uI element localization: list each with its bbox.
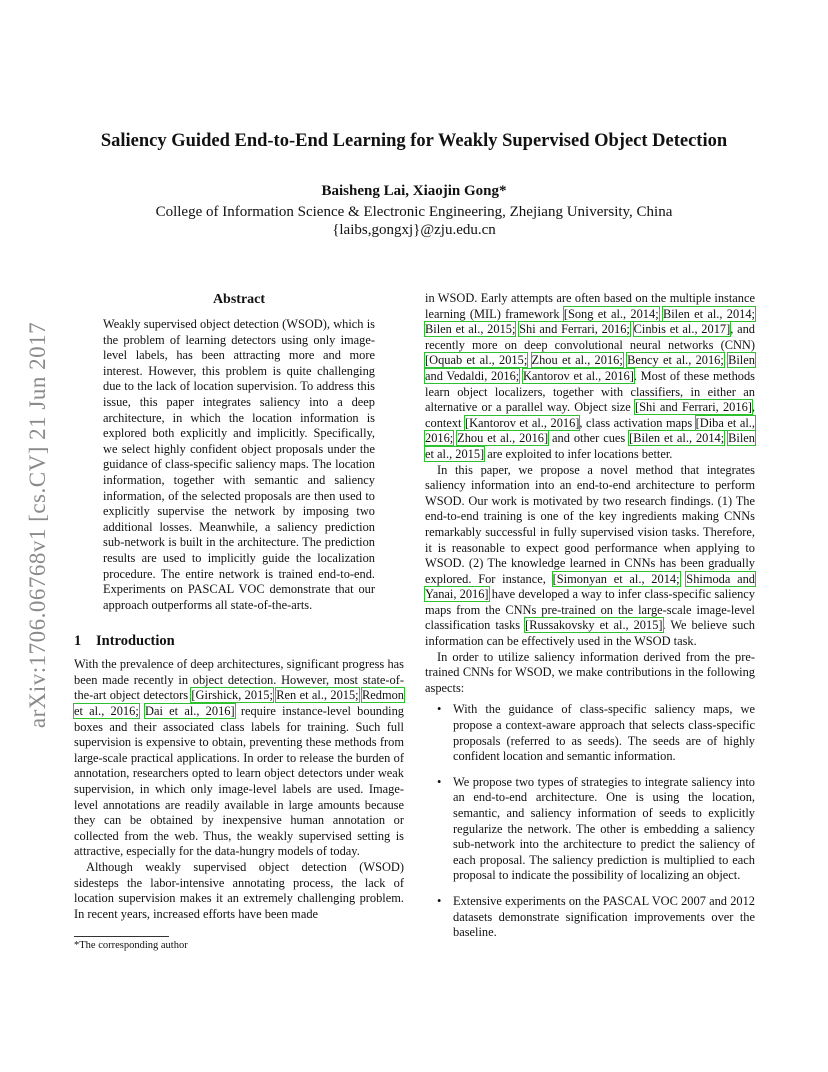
- citation-link[interactable]: Zhou et al., 2016]: [457, 431, 549, 446]
- intro-paragraph-3: in WSOD. Early attempts are often based on the multiple instance learning (MIL) framework [Song et al., 2014; Bilen et al., 2014; Bilen et al., 2015; Shi and Ferrari, 2016; Cinbis et al., 2017], and recently more on deep convolutional neural networks (CNN) [Oquab et al., 2015; Zhou et al., 2016; Bency et al., 2016; Bilen and Vedaldi, 2016; Kantorov et al., 2016]. Most of these methods learn object localizers, together with classifiers, in either an alternative or a parallel way. Object size [Shi and Ferrari, 2016], context [Kantorov et al., 2016], class activation maps [Diba et al., 2016; Zhou et al., 2016] and other cues [Bilen et al., 2014; Bilen et al., 2015] are exploited to infer locations better.: [425, 291, 755, 461]
- bullet-icon: •: [437, 893, 442, 908]
- list-item: • Extensive experiments on the PASCAL VOC 2007 and 2012 datasets demonstrate signification improvements over the baseline.: [437, 893, 755, 940]
- section-number: 1: [74, 633, 82, 650]
- section-title: Introduction: [96, 633, 175, 650]
- list-item: • We propose two types of strategies to integrate saliency into an end-to-end architecture. One is using the location, semantic, and saliency information of seeds to explicitly regularize the network. The other is embedding a saliency sub-network into the architecture to predict the saliency of each proposal. The saliency prediction is multiplied to each proposal to indicate the possibility of localizing an object.: [437, 774, 755, 883]
- citation-link[interactable]: Bency et al., 2016;: [627, 353, 724, 368]
- contributions-list: [425, 702, 755, 940]
- section-heading-introduction: [74, 631, 404, 651]
- intro-paragraph-2: Although weakly supervised object detection (WSOD) sidesteps the labor-intensive annotating process, the lack of location supervision makes it an extremely challenging problem. In recent years, increased efforts have been made: [74, 860, 404, 921]
- citation-link[interactable]: [Oquab et al., 2015;: [425, 353, 528, 368]
- citation-link[interactable]: [Shi and Ferrari, 2016]: [634, 400, 752, 415]
- citation-link[interactable]: [Kantorov et al., 2016]: [464, 415, 580, 430]
- citation-link[interactable]: Kantorov et al., 2016]: [522, 368, 634, 383]
- citation-link[interactable]: Cinbis et al., 2017]: [633, 322, 731, 337]
- abstract-body: Weakly supervised object detection (WSOD), which is the problem of learning detectors using only image-level labels, has been attracting more and more interest. However, this problem is quite challenging due to the lack of location supervision. To address this issue, this paper integrates saliency into a deep architecture, in which the location information is explored both explicitly and implicitly. Specifically, we select highly confident object proposals under the guidance of class-specific saliency maps. The location information, together with semantic and saliency information, of the selected proposals are then used to explicitly supervise the network by imposing two additional losses. Meanwhile, a saliency prediction sub-network is built in the architecture. The prediction results are used to implicitly guide the localization procedure. The entire network is trained end-to-end. Experiments on PASCAL VOC demonstrate that our approach outperforms all state-of-the-arts.: [103, 317, 375, 612]
- paper-title: Saliency Guided End-to-End Learning for Weakly Supervised Object Detection: [100, 131, 728, 151]
- citation-link[interactable]: Bilen et al., 2015]: [425, 431, 755, 461]
- citation-link[interactable]: [Simonyan et al., 2014;: [552, 571, 680, 586]
- citation-link[interactable]: [Bilen et al., 2014;: [629, 431, 725, 446]
- right-column: [425, 291, 755, 951]
- citation-link[interactable]: Shi and Ferrari, 2016;: [519, 322, 630, 337]
- paper-authors: Baisheng Lai, Xiaojin Gong*: [321, 183, 507, 199]
- paper-affiliation: College of Information Science & Electronic Engineering, Zhejiang University, China: [155, 204, 673, 220]
- citation-link[interactable]: [Russakovsky et al., 2015]: [525, 618, 663, 633]
- citation-link[interactable]: Zhou et al., 2016;: [531, 353, 623, 368]
- citation-link[interactable]: Bilen and Vedaldi, 2016;: [425, 353, 755, 383]
- footnote-divider: [74, 936, 169, 937]
- left-column: [74, 290, 404, 922]
- citation-link[interactable]: Dai et al., 2016]: [145, 704, 235, 719]
- citation-link[interactable]: Bilen et al., 2014;: [662, 306, 755, 321]
- bullet-icon: •: [437, 702, 442, 717]
- arxiv-identifier-text: arXiv:1706.06768v1 [cs.CV] 21 Jun 2017: [25, 321, 51, 729]
- intro-paragraph-1: With the prevalence of deep architectures, significant progress has been made recently in object detection. However, most state-of-the-art object detectors [Girshick, 2015; Ren et al., 2015; Redmon et al., 2016; Dai et al., 2016] require instance-level bounding boxes and their associated class labels for training. Such full supervision is expensive to obtain, preventing these methods from large-scale practical applications. In order to release the burden of annotation, researchers opted to learn object detectors under weak supervision, in which only image-level labels are used. Image-level annotations are readily available in large amounts because they can be obtained by inexpensive human annotation or collected from the web. Thus, the weakly supervised setting is attractive, especially for the data-hungry models of today.: [74, 657, 405, 859]
- abstract-heading: Abstract: [212, 292, 266, 307]
- citation-link[interactable]: [Girshick, 2015;: [191, 688, 273, 703]
- citation-link[interactable]: Redmon et al., 2016;: [74, 688, 405, 719]
- citation-link[interactable]: [Song et al., 2014;: [563, 306, 659, 321]
- citation-link[interactable]: Bilen et al., 2015;: [425, 322, 516, 337]
- list-item: • With the guidance of class-specific saliency maps, we propose a context-aware approach that selects class-specific proposals (referred to as seeds). The seeds are of highly confident location and semantic information.: [437, 702, 755, 764]
- citation-link[interactable]: Ren et al., 2015;: [276, 688, 359, 703]
- citation-link[interactable]: Shimoda and Yanai, 2016]: [425, 571, 755, 602]
- citation-link[interactable]: [Diba et al., 2016;: [425, 415, 755, 446]
- intro-paragraph-5: In order to utilize saliency information derived from the pre-trained CNNs for WSOD, we make contributions in the following aspects:: [425, 649, 755, 695]
- bullet-icon: •: [437, 774, 442, 789]
- intro-paragraph-4: In this paper, we propose a novel method that integrates saliency information into an end-to-end architecture to perform WSOD. Our work is motivated by two research findings. (1) The end-to-end training is one of the key ingredients making CNNs remarkably successful in fully supervised vision tasks. Therefore, it is reasonable to expect good performance when applying to WSOD. (2) The knowledge learned in CNNs has been gradually explored. For instance, [Simonyan et al., 2014; Shimoda and Yanai, 2016] have developed a way to infer class-specific saliency maps from the CNNs pre-trained on the large-scale image-level classification tasks [Russakovsky et al., 2015]. We believe such information can be effectively used in the WSOD task.: [425, 462, 755, 649]
- paper-email: {laibs,gongxj}@zju.edu.cn: [332, 222, 496, 238]
- footnote: *The corresponding author: [74, 940, 188, 951]
- arxiv-identifier-stamp: [26, 290, 50, 760]
